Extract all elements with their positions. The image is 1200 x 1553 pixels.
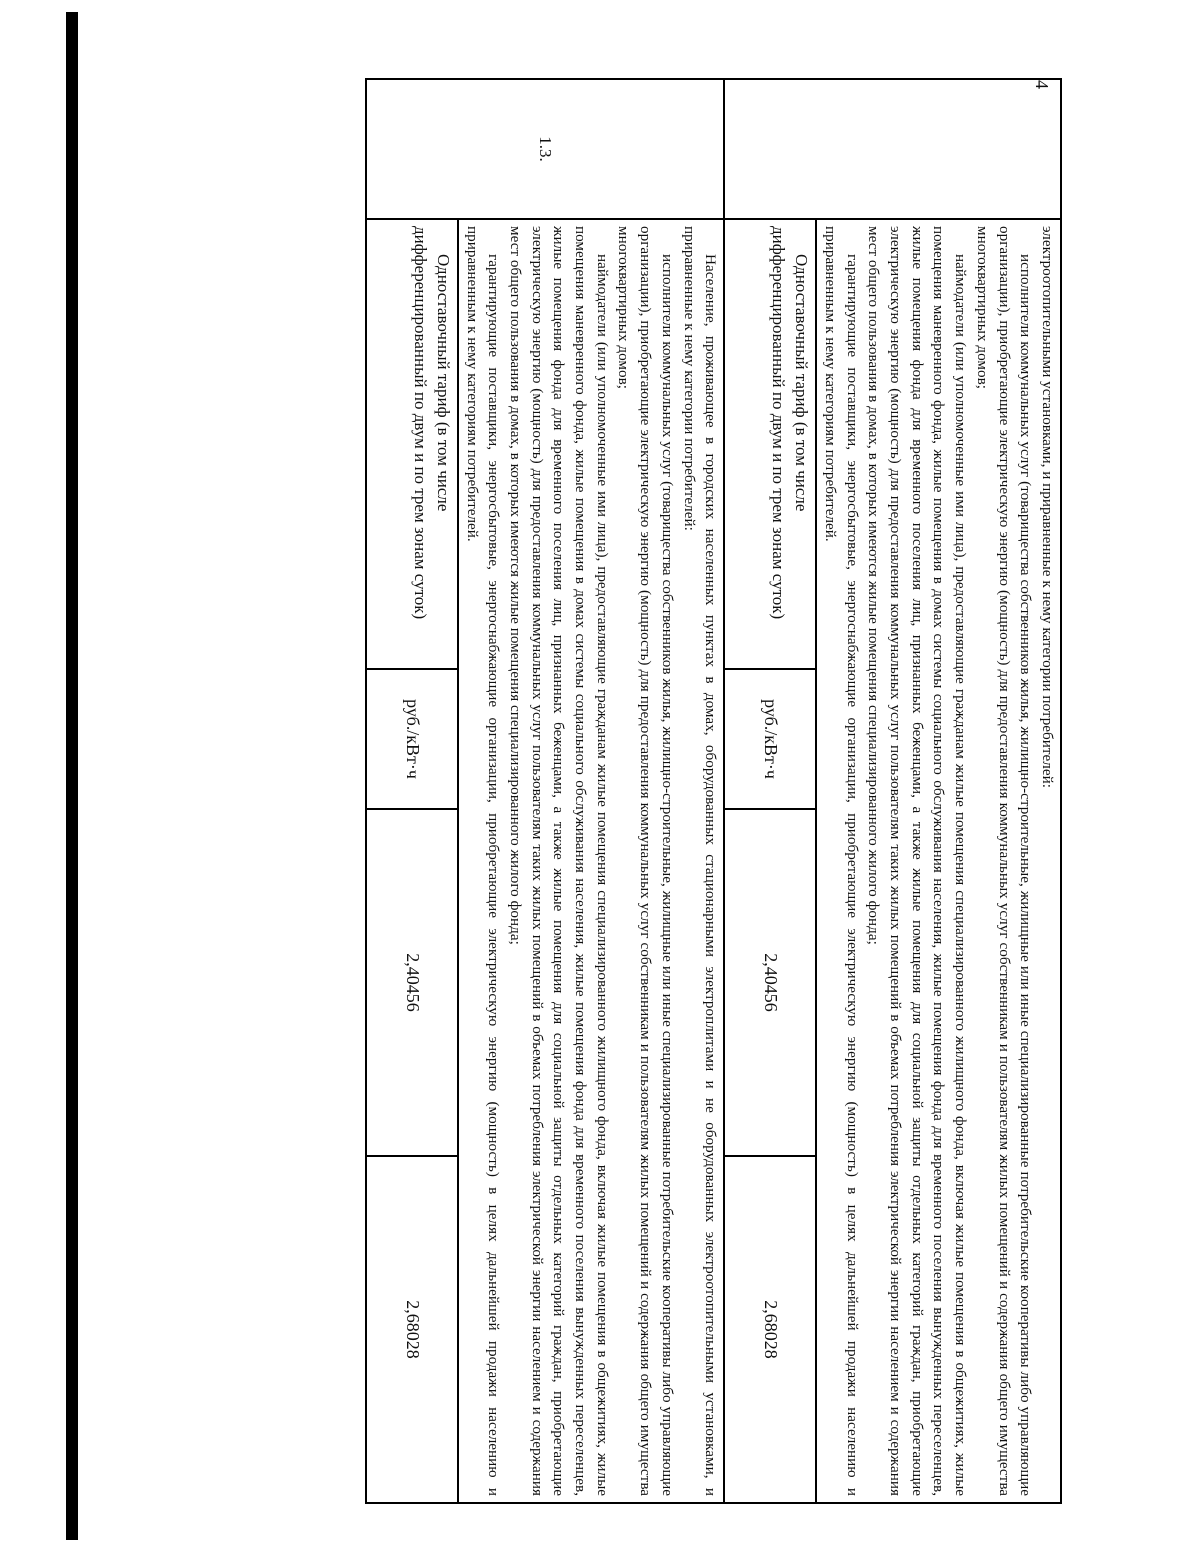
paragraph: Население, проживающее в городских населенных пунктах в домах, оборудованных стационарными электроплитами и не оборудованных электроотопительными установками, и приравненные к нему категории потребителей: <box>680 226 720 1497</box>
tariff-name: Одноставочный тариф (в том числе дифференцированный по двум и по трем зонам суток) <box>724 219 816 669</box>
row-number: 1.3. <box>366 79 724 219</box>
paragraph: электроотопительными установками, и приравненные к нему категории потребителей: <box>1039 226 1056 788</box>
tariff-value-1: 2,40456 <box>724 809 816 1156</box>
paragraph: гарантирующие поставщики, энергосбытовые, энергоснабжающие организации, приобретающие электрическую энергию (мощность) в целях дальнейшей продажи населению и приравненным к нему категориям потребителей. <box>463 226 503 1497</box>
paragraph: наймодатели (или уполномоченные ими лица), предоставляющие гражданам жилые помещения специализированного жилищного фонда, включая жилые помещения в общежитиях, жилые помещения маневренного фонда, жилые помещения в домах системы социального обслуживания населения, жилые помещения фонда для временного поселения вынужденных переселенцев, жилые помещения фонда для временного поселения лиц, признанных беженцами, а также жилые помещения для социальной защиты отдельных категорий граждан, приобретающие электрическую энергию (мощность) для предоставления коммунальных услуг пользователям таких жилых помещений в объемах потребления электрической энергии населением и содержания мест общего пользования в домах, в которых имеются жилые помещения специализированного жилого фонда; <box>506 226 611 1497</box>
consumer-description <box>458 219 724 1503</box>
binding-edge <box>66 12 78 1540</box>
tariff-name: Одноставочный тариф (в том числе дифференцированный по двум и по трем зонам суток) <box>366 219 458 669</box>
tariff-row <box>366 79 458 1503</box>
tariff-row <box>724 79 816 1503</box>
paragraph: наймодатели (или уполномоченные ими лица), предоставляющие гражданам жилые помещения специализированного жилищного фонда, включая жилые помещения в общежитиях, жилые помещения маневренного фонда, жилые помещения в домах системы социального обслуживания населения, жилые помещения фонда для временного поселения вынужденных переселенцев, жилые помещения фонда для временного поселения лиц, признанных беженцами, а также жилые помещения для социальной защиты отдельных категорий граждан, приобретающие электрическую энергию (мощность) для предоставления коммунальных услуг пользователям таких жилых помещений в объемах потребления электрической энергии населением и содержания мест общего пользования в домах, в которых имеются жилые помещения специализированного жилого фонда; <box>865 226 970 1497</box>
landscape-page <box>127 78 1062 1502</box>
tariff-value-1: 2,40456 <box>366 809 458 1156</box>
consumer-description <box>816 219 1061 1503</box>
tariff-value-2: 2,68028 <box>724 1156 816 1503</box>
tariff-table <box>365 78 1062 1504</box>
tariff-unit: руб./кВт·ч <box>366 669 458 809</box>
tariff-unit: руб./кВт·ч <box>724 669 816 809</box>
paragraph: гарантирующие поставщики, энергосбытовые, энергоснабжающие организации, приобретающие электрическую энергию (мощность) в целях дальнейшей продажи населению и приравненным к нему категориям потребителей. <box>821 226 861 1497</box>
page-number: 4 <box>1032 80 1052 89</box>
table-row <box>458 79 724 1503</box>
row-number <box>724 79 1061 219</box>
paragraph: исполнители коммунальных услуг (товарищества собственников жилья, жилищно-строительные, жилищные или иные специализированные потребительские кооперативы либо управляющие организации), приобретающие электрическую энергию (мощность) для предоставления коммунальных услуг собственникам и пользователям жилых помещений и содержания общего имущества многоквартирных домов; <box>973 226 1035 1497</box>
tariff-value-2: 2,68028 <box>366 1156 458 1503</box>
table-row <box>816 79 1061 1503</box>
paragraph: исполнители коммунальных услуг (товарищества собственников жилья, жилищно-строительные, жилищные или иные специализированные потребительские кооперативы либо управляющие организации), приобретающие электрическую энергию (мощность) для предоставления коммунальных услуг собственникам и пользователям жилых помещений и содержания общего имущества многоквартирных домов; <box>615 226 676 1497</box>
